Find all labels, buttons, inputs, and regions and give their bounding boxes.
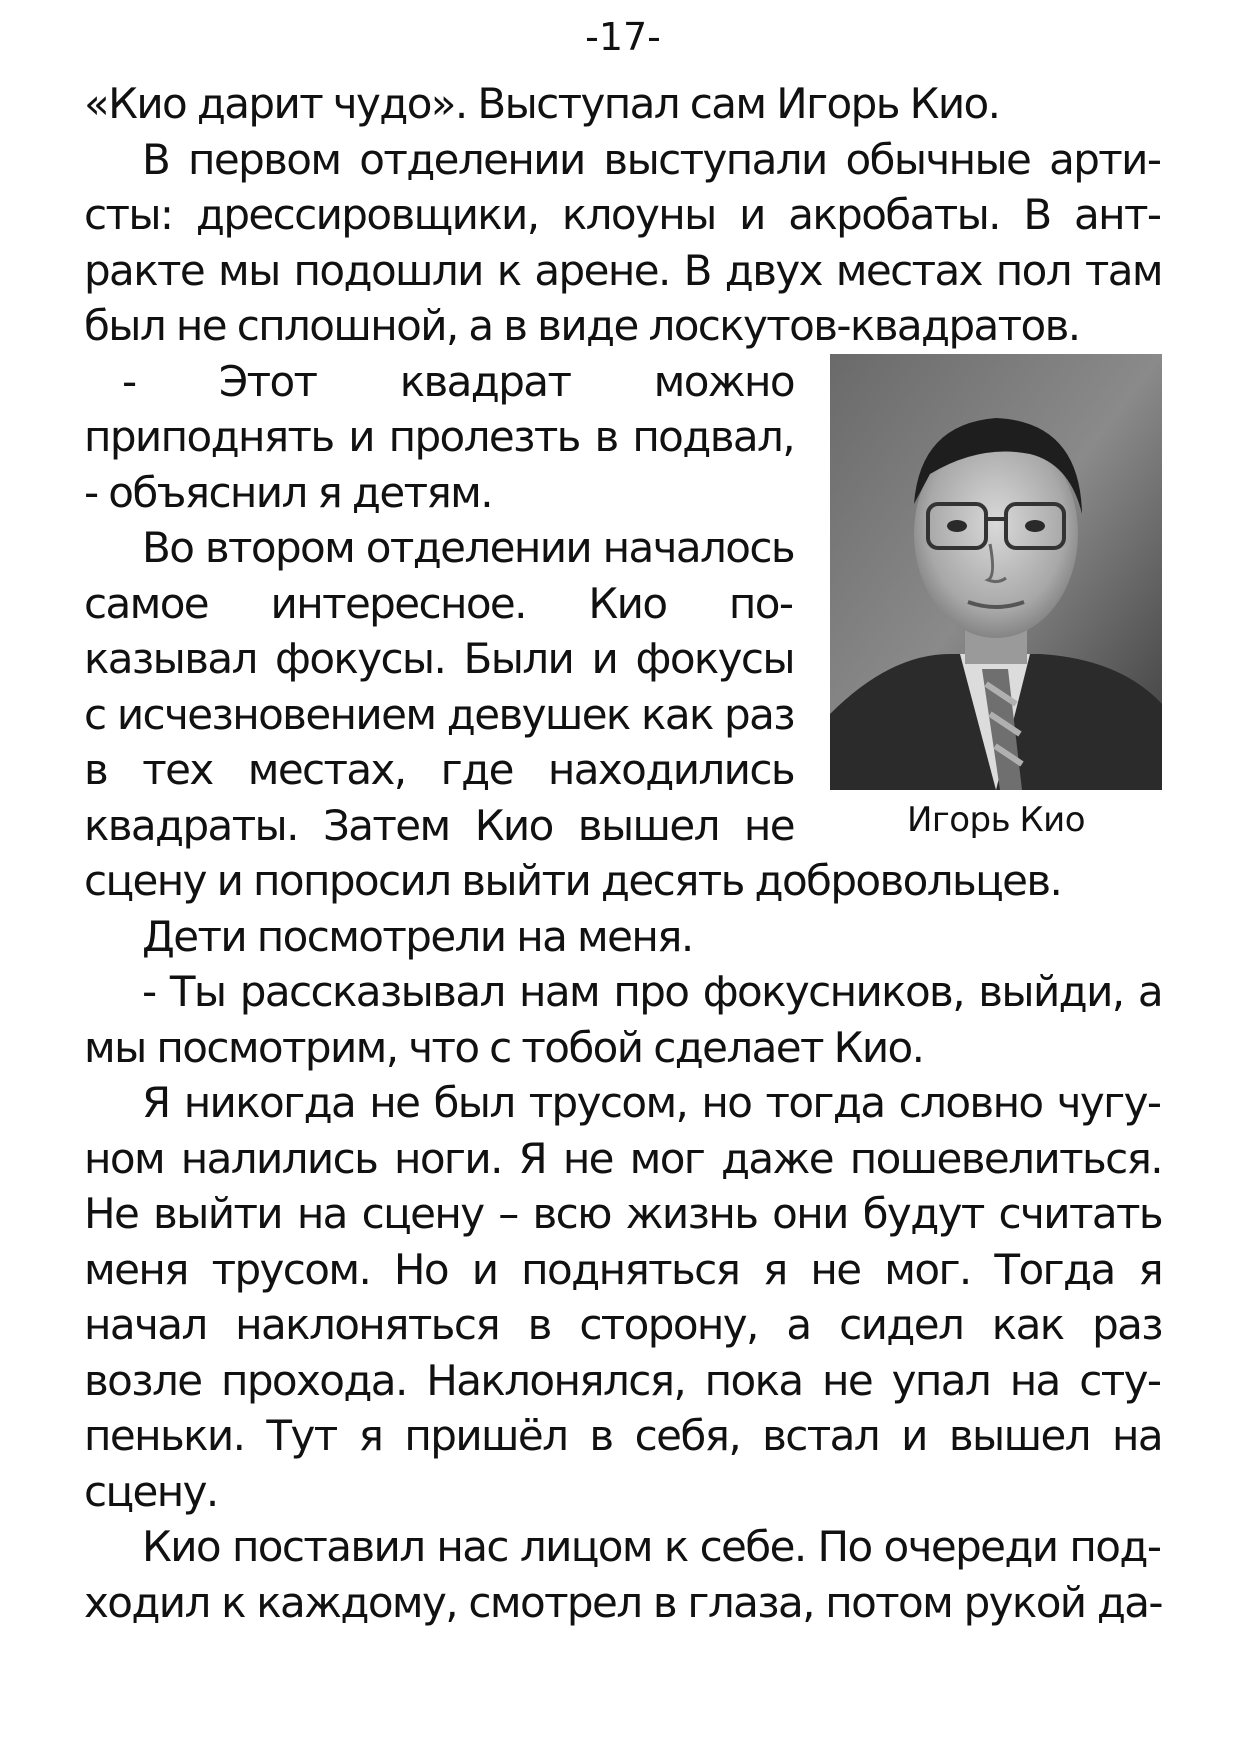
paragraph-8: Кио поставил нас лицом к себе. По очереди подходил к каждому, смотрел в глаза, потом рукой да- (84, 1522, 1162, 1627)
paragraph-3-text: - Этот квадрат можно приподнять и пролезть в подвал, - объяснил я детям. (84, 356, 794, 517)
paragraph-7: Я никогда не был трусом, но тогда словно чугуном налились ноги. Я не мог даже пошевелиться. Не выйти на сцену – всю жизнь они будут считать меня трусом. Но и подняться я не мог. Тогда я начал наклоняться в сторону, а сидел как раз возле прохода. Наклонялся, пока не упал на ступеньки. Тут я пришёл в себя, встал и вышел на сцену. (84, 1078, 1162, 1516)
paragraph-2: В первом отделении выступали обычные артисты: дрессировщики, клоуны и акробаты. В антракте мы подошли к арене. В двух местах пол там был не сплошной, а в виде лоскутов-квадратов. (84, 134, 1162, 350)
paragraph-1: «Кио дарит чудо». Выступал сам Игорь Кио. (84, 79, 1000, 128)
paragraph-5: Дети посмотрели на меня. (142, 911, 693, 961)
paragraph-6: - Ты рассказывал нам про фокусников, выйди, а мы посмотрим, что с тобой сделает Кио. (84, 967, 1162, 1072)
book-page (84, 0, 1162, 1748)
photo-caption: Игорь Кио (906, 799, 1086, 840)
photo-figure (830, 354, 1162, 840)
portrait-photo (830, 354, 1162, 790)
page-number: -17- (585, 15, 661, 59)
body-text (84, 76, 1162, 1630)
paragraph-4: Во втором отделении началось самое интересное. Кио показывал фокусы. Были и фокусы с исчезновением девушек как раз в тех местах, где находились квадраты. Затем Кио вышел не сцену и попросил выйти десять добровольцев. (84, 523, 1062, 905)
